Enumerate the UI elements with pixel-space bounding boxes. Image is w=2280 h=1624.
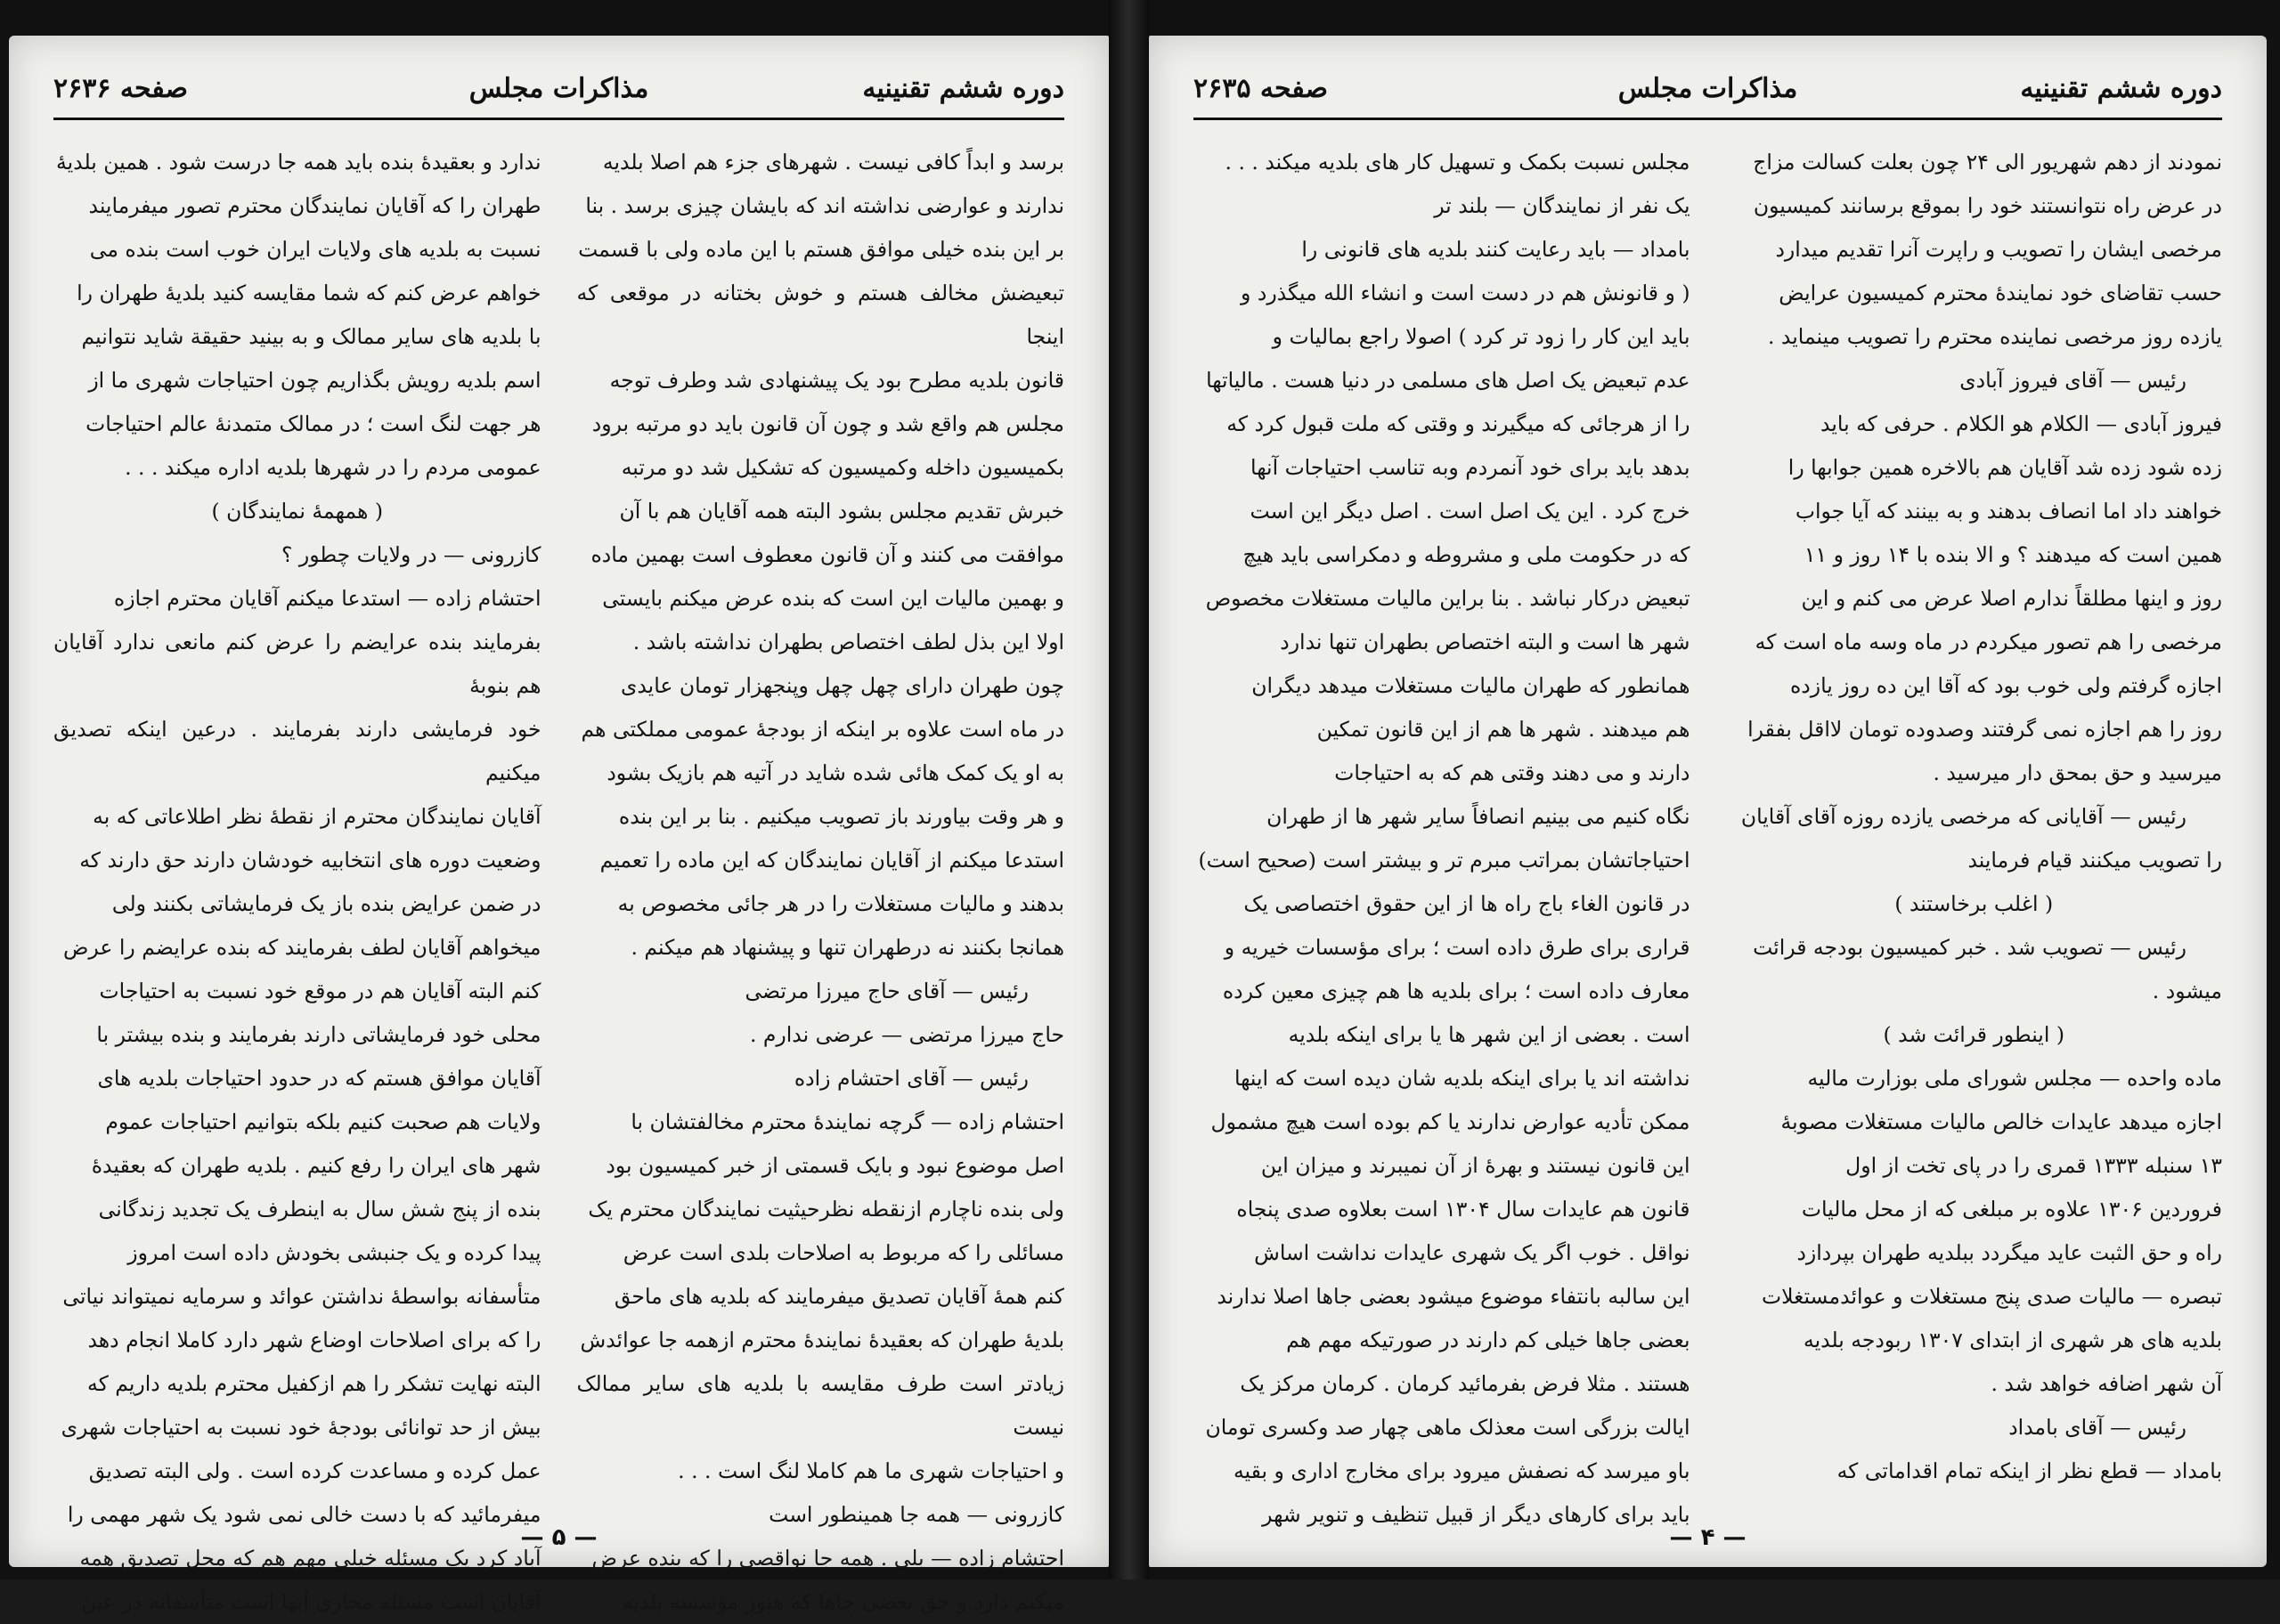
page-footer-number: — ۴ — [1669,1524,1747,1551]
text-line: آقایان موافق هستم که در حدود احتیاجات بلدیه های [97,1066,542,1091]
text-line: ممکن تأدیه عوارض ندارند یا کم بوده است هیچ مشمول [1210,1109,1690,1134]
text-line: نگاه کنیم می بینیم انصافاً سایر شهر ها از طهران [1266,804,1690,829]
text-line: قانون بلدیه مطرح بود یک پیشنهادی شد وطرف توجه [609,368,1064,393]
text-line: برسد و ابداً کافی نیست . شهرهای جزء هم اصلا بلدیه [602,150,1064,175]
page-footer-number: — ۵ — [520,1524,598,1551]
text-line: هر جهت لنگ است ؛ در ممالک متمدنهٔ عالم احتیاجات [86,411,542,436]
session-label: دوره ششم تقنینیه [2020,73,2222,104]
text-line: ولایات هم صحبت کنیم بلکه بتوانیم احتیاجات عموم [105,1109,542,1134]
text-line: باید برای کارهای دیگر از قبیل تنظیف و تنویر شهر [1262,1502,1690,1527]
text-line: احتیاجاتشان بمراتب مبرم تر و بیشتر است (صحیح است) [1198,848,1690,873]
text-line: ( و قانونش هم در دست است و انشاء الله میگذرد و [1241,280,1690,305]
text-line: البته نهایت تشکر را هم ازکفیل محترم بلدیه داریم که [86,1371,542,1396]
text-line: مجلس هم واقع شد و چون آن قانون باید دو مرتبه برود [591,411,1064,436]
text-line: عمل کرده و مساعدت کرده است . ولی البته تصدیق [88,1458,542,1483]
text-line: مرخصی ایشان را تصویب و راپرت آنرا تقدیم میدارد [1775,237,2222,262]
text-line: نسبت به بلدیه های ولایات ایران خوب است بنده می [89,237,542,262]
text-line: در عرض راه نتوانستند خود را بموقع برسانند کمیسیون [1753,193,2222,218]
text-line: است . بعضی از این شهر ها یا برای اینکه بلدیه [1288,1022,1690,1047]
text-line: ( اغلب برخاستند ) [1894,891,2054,916]
text-line: متأسفانه بواسطهٔ نداشتن عوائد و سرمایه نمیتواند نیاتی [62,1284,542,1309]
text-line: ( اینطور قرائت شد ) [1883,1022,2064,1047]
text-line: یک نفر از نمایندگان — بلند تر [1434,193,1690,218]
text-line: کنم البته آقایان هم در موقع خود نسبت به احتیاجات [99,978,542,1003]
text-line: یازده روز مرخصی نماینده محترم را تصویب مینماید . [1767,324,2222,349]
text-line: میرسید و حق بمحق دار میرسید . [1933,760,2222,785]
text-line: همین است که میدهند ؟ و الا بنده با ۱۴ روز و ۱۱ [1804,542,2222,567]
text-line: مجلس نسبت بکمک و تسهیل کار های بلدیه میکند . . . [1225,150,1690,175]
text-line: ندارند و عوارضی نداشته اند که بایشان چیزی برسد . بنا [585,193,1064,218]
text-line: قراری برای طرق داده است ؛ برای مؤسسات خیریه و [1224,935,1690,960]
text-line: در قانون الغاء باج راه ها از این حقوق اختصاصی یک [1243,891,1690,916]
text-line: شهر ها است و البته اختصاص بطهران تنها ندارد [1280,629,1690,654]
text-line: بامداد — قطع نظر از اینکه تمام اقداماتی که [1836,1458,2222,1483]
text-line: استدعا میکنم از آقایان نمایندگان که این ماده را تعمیم [599,848,1064,873]
text-line: ولی بنده ناچارم ازنقطه نظرحیثیت نمایندگان محترم یک [588,1197,1064,1222]
text-line: هم میدهند . شهر ها هم از این قانون تمکین [1316,717,1690,742]
text-line: به او یک کمک هائی شده شاید در آتیه هم بازیک بشود [607,760,1064,785]
text-line: شهر های ایران را رفع کنیم . بلدیه طهران که بعقیدهٔ [91,1153,542,1178]
text-line: فیروز آبادی — الکلام هو الکلام . حرفی که باید [1820,411,2222,436]
text-line: اصل موضوع نبود و بایک قسمتی از خبر کمیسیون بود [606,1153,1064,1178]
text-line: رئیس — آقایانی که مرخصی یازده روزه آقای آقایان [1740,804,2186,829]
text-line: احتشام زاده — بلی . همه جا نواقصی را که بنده عرض [591,1546,1064,1571]
text-line: رئیس — آقای حاج میرزا مرتضی [745,978,1029,1003]
text-line: بلدیه های هر شهری از ابتدای ۱۳۰۷ ربودجه بلدیه [1804,1328,2222,1352]
text-line: در ضمن عرایض بنده باز یک فرمایشاتی بکنند ولی [111,891,542,916]
text-columns [1193,141,2222,1527]
header-title: مذاکرات مجلس [468,73,649,104]
text-line: موافقت می کنند و آن قانون معطوف است بهمین ماده [590,542,1064,567]
page-header [1193,64,2222,120]
text-line: آقایان است مسئله مجاری آبها است متأسفانه در عین [80,1589,542,1614]
text-line: حسب تقاضای خود نمایندهٔ محترم کمیسیون عرایض [1779,280,2222,305]
text-line: و احتیاجات شهری ما هم کاملا لنگ است . . . [678,1458,1064,1483]
text-line: کازرونی — در ولایات چطور ؟ [281,542,542,567]
page-number-label: صفحه ۲۶۳۶ [53,73,188,104]
text-column [1726,141,2223,1518]
text-line: اولا این بذل لطف اختصاص بطهران نداشته باشد . [632,629,1064,654]
text-line: میخواهم آقایان لطف بفرمایند که بنده عرایضم را عرض [63,935,542,960]
text-line: بامداد — باید رعایت کنند بلدیه های قانونی را [1301,237,1690,262]
text-line: قانون هم عایدات سال ۱۳۰۴ است بعلاوه صدی پنجاه [1236,1197,1690,1222]
text-line: نداشته اند یا برای اینکه بلدیه شان دیده است که اینها [1234,1066,1690,1091]
text-line: خواهم عرض کنم که شما مقایسه کنید بلدیهٔ طهران را [77,280,542,305]
text-line: وضعیت دوره های انتخابیه خودشان دارند حق دارند که [79,848,542,873]
text-line: همانطور که طهران مالیات مستغلات میدهد دیگران [1251,673,1690,698]
text-line: این سالبه بانتفاء موضوع میشود بعضی جاها اصلا ندارند [1217,1284,1690,1309]
text-column [1193,141,1690,1527]
text-line: بلدیهٔ طهران که بعقیدهٔ نمایندهٔ محترم ازهمه جا عوائدش [580,1328,1064,1352]
text-line: عدم تبعیض یک اصل های مسلمی در دنیا هست . مالیاتها [1206,368,1690,393]
text-line: آباد کرد یک مسئله خیلی مهم هم که محل تصدیق همه [79,1546,542,1571]
text-line: باو میرسد که نصفش میرود برای مخارج اداری و بقیه [1233,1458,1690,1483]
text-line: راه و حق الثبت عاید میگردد ببلدیه طهران بپردازد [1796,1240,2222,1265]
text-line: بیش از حد توانائی بودجهٔ خود نسبت به احتیاجات شهری [61,1415,542,1440]
text-line: زیادتر است طرف مقایسه با بلدیه های سایر ممالک نیست [576,1371,1064,1440]
text-line: احتشام زاده — استدعا میکنم آقایان محترم اجازه [113,586,542,611]
text-line: ایالت بزرگی است معذلک ماهی چهار صد وکسری تومان [1205,1415,1690,1440]
text-line: رئیس — تصویب شد . خبر کمیسیون بودجه قرائت [1753,935,2186,960]
text-line: روز را هم اجازه نمی گرفتند وصدوده تومان لااقل بفقرا [1747,717,2222,742]
text-line: طهران را که آقایان نمایندگان محترم تصور میفرمایند [88,193,542,218]
text-line: را تصویب میکنند قیام فرمایند [1967,848,2222,873]
text-line: روز و اینها مطلقاً ندارم اصلا عرض می کنم و این [1801,586,2222,611]
text-line: که در حکومت ملی و مشروطه و دمکراسی باید هیچ [1242,542,1690,567]
text-line: خبرش تقدیم مجلس بشود البته همه آقایان هم با آن [619,499,1064,524]
text-line: تبعیضش مخالف هستم و خوش بختانه در موقعی که اینجا [576,280,1064,349]
text-line: خود فرمایشی دارند بفرمایند . درعین اینکه تصدیق میکنیم [53,717,542,785]
text-line: مسائلی را که مربوط به اصلاحات بلدی است عرض [623,1240,1064,1265]
text-line: بر این بنده خیلی موافق هستم با این ماده ولی با قسمت [578,237,1064,262]
text-line: نواقل . خوب اگر یک شهری عایدات نداشت اساش [1254,1240,1690,1265]
header-title: مذاکرات مجلس [1617,73,1798,104]
text-line: میفرمائید که با دست خالی نمی شود یک شهر مهمی را [67,1502,542,1527]
text-line: اسم بلدیه رویش بگذاریم چون احتیاجات شهری ما از [88,368,542,393]
text-line: را که برای اصلاحات اوضاع شهر دارد کاملا انجام دهد [87,1328,542,1352]
page-left [9,36,1109,1614]
text-line: هستند . مثلا فرض بفرمائید کرمان . کرمان مرکز یک [1240,1371,1690,1396]
text-line: با بلدیه های سایر ممالک و به بینید حقیقة شاید نتوانیم [81,324,542,349]
text-line: ( همهمهٔ نمایندگان ) [211,499,384,524]
text-line: در ماه است علاوه بر اینکه از بودجهٔ عمومی مملکتی هم [581,717,1064,742]
text-line: دارند و می دهند وقتی هم که به احتیاجات [1334,760,1690,785]
text-line: ۱۳ سنبله ۱۳۳۳ قمری را در پای تخت از اول [1845,1153,2222,1178]
text-line: بنده از پنج شش سال به اینطرف یک تجدید زندگانی [98,1197,542,1222]
text-line: ماده واحده — مجلس شورای ملی بوزارت مالیه [1807,1066,2222,1091]
text-line: تبصره — مالیات صدی پنج مستغلات و عوائدمستغلات [1761,1284,2222,1309]
text-line: عمومی مردم را در شهرها بلدیه اداره میکند . . . [125,455,542,480]
text-line: این قانون نیستند و بهرهٔ از آن نمیبرند و میزان این [1260,1153,1690,1178]
text-line: مرخصی را هم تصور میکردم در ماه وسه ماه است که [1755,629,2222,654]
text-line: آن شهر اضافه خواهد شد . [1991,1371,2222,1396]
session-label: دوره ششم تقنینیه [862,73,1064,104]
text-line: فروردین ۱۳۰۶ علاوه بر مبلغی که از محل مالیات [1801,1197,2222,1222]
text-line: چون طهران دارای چهل چهل وپنجهزار تومان عایدی [620,673,1064,698]
text-line: حاج میرزا مرتضی — عرضی ندارم . [749,1022,1064,1047]
text-columns [53,141,1064,1614]
text-line: خواهند داد اما انصاف بدهند و به بینند که آیا جواب [1795,499,2222,524]
text-line: بدهد باید برای خود آنمردم وبه تناسب احتیاجات آنها [1250,455,1690,480]
text-line: میشود . [2152,978,2222,1003]
book-gutter [1109,0,1149,1579]
text-line: احتشام زاده — گرچه نمایندهٔ محترم مخالفتشان با [631,1109,1064,1134]
text-line: بفرمایند بنده عرایضم را عرض کنم مانعی ندارد آقایان هم بنوبهٔ [53,629,542,698]
text-line: معارف داده است ؛ برای بلدیه ها هم چیزی معین کرده [1222,978,1690,1003]
text-line: رئیس — آقای فیروز آبادی [1959,368,2186,393]
text-line: ندارد و بعقیدهٔ بنده باید همه جا درست شود . همین بلدیهٔ [56,150,542,175]
page-header [53,64,1064,120]
text-line: همانجا بکنند نه درطهران تنها و پیشنهاد هم میکنم . [631,935,1064,960]
text-line: و بهمین مالیات این است که بنده عرض میکنم بایستی [602,586,1064,611]
text-line: کازرونی — همه جا همینطور است [769,1502,1064,1527]
text-line: خرج کرد . این یک اصل است . اصل دیگر این است [1250,499,1690,524]
text-line: میکنم دارد و حق بعضی جاها که هنوز مؤسسه بلدیه [622,1589,1064,1614]
text-line: پیدا کرده و یک جنبشی بخودش داده است امروز [127,1240,542,1265]
text-line: بکمیسیون داخله وکمیسیون که تشکیل شد دو مرتبه [621,455,1064,480]
text-line: بدهند و مالیات مستغلات را در هر جائی مخصوص به [617,891,1064,916]
text-line: بعضی جاها خیلی کم دارند در صورتیکه مهم هم [1286,1328,1690,1352]
text-line: و هر وقت بیاورند باز تصویب میکنیم . بنا بر این بنده [618,804,1064,829]
page-right [1149,36,2267,1567]
text-line: کنم همهٔ آقایان تصدیق میفرمایند که بلدیه های ماحق [614,1284,1064,1309]
text-line: باید این کار را زود تر کرد ) اصولا راجع بمالیات و [1272,324,1690,349]
text-line: رئیس — آقای احتشام زاده [794,1066,1029,1091]
text-line: را از هرجائی که میگیرند و وقتی که ملت قبول کرد که [1226,411,1690,436]
text-column [576,141,1065,1614]
text-line: اجازه میدهد عایدات خالص مالیات مستغلات مصوبهٔ [1780,1109,2222,1134]
text-line: محلی خود فرمایشاتی دارند بفرمایند و بنده بیشتر با [96,1022,542,1047]
text-line: تبعیض درکار نباشد . بنا براین مالیات مستغلات مخصوص [1205,586,1690,611]
text-line: اجازه گرفتم ولی خوب بود که آقا این ده روز یازده [1789,673,2222,698]
text-line: رئیس — آقای بامداد [2008,1415,2186,1440]
text-line: آقایان نمایندگان محترم از نقطهٔ نظر اطلاعاتی که به [93,804,542,829]
text-column [53,141,542,1614]
text-line: زده شود زده شد آقایان هم بالاخره همین جوابها را [1787,455,2222,480]
page-number-label: صفحه ۲۶۳۵ [1193,73,1328,104]
text-line: نمودند از دهم شهریور الی ۲۴ چون بعلت کسالت مزاج [1753,150,2222,175]
